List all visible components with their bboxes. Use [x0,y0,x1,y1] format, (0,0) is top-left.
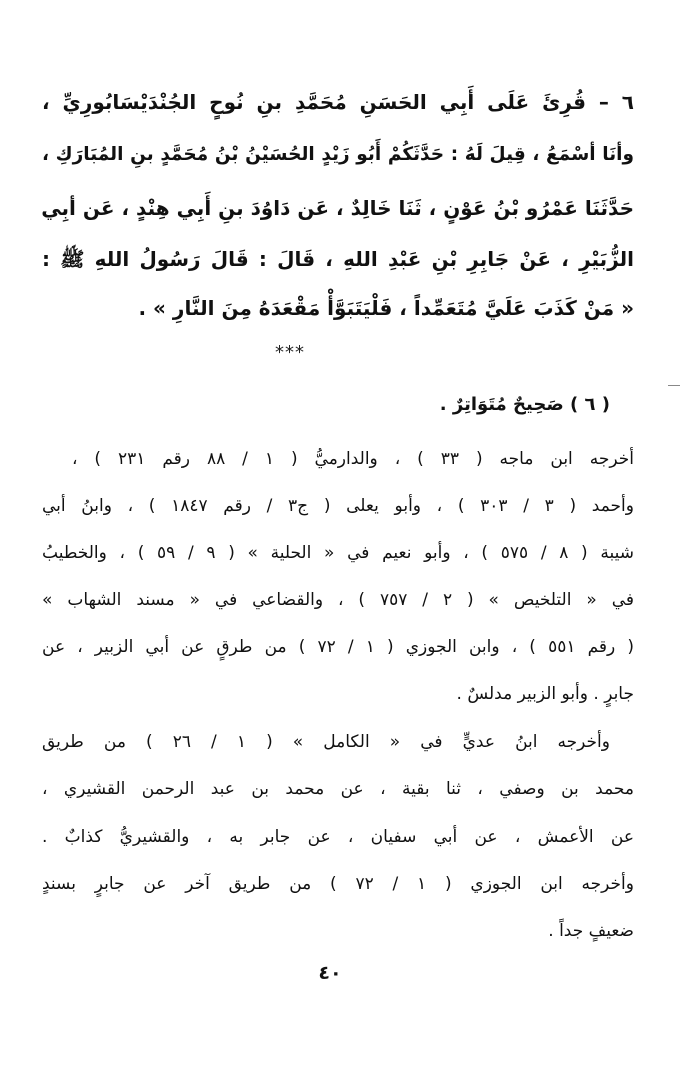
note-line: أخرجه ابن ماجه ( ٣٣ ) ، والدارميُّ ( ١ / ٨٨ رقم ٢٣١ ) ، [72,449,634,469]
hadith-line: حَدَّثَنَا عَمْرُو بْنُ عَوْنٍ ، ثَنَا خَالِدٌ ، عَن دَاوُدَ بنِ أَبِي هِنْدٍ ، عَن أبِي [41,196,634,220]
note-line: ضعيفٍ جداً . [548,921,634,941]
hadith-line: وأنَا أسْمَعُ ، قِيلَ لَهُ : حَدَّثَكُمْ أَبُو زَيْدٍ الحُسَيْنُ بْنُ مُحَمَّدٍ بنِ المُبَارَكِ ، [42,144,634,165]
hadith-grade: ( ٦ ) صَحِيحٌ مُتَوَاتِرٌ . [439,394,610,415]
scan-edge-mark [668,385,680,386]
note-line: وأحمد ( ٣ / ٣٠٣ ) ، وأبو يعلى ( ج٣ / رقم ١٨٤٧ ) ، وابنُ أبي [42,496,634,516]
note-line: ( رقم ٥٥١ ) ، وابن الجوزي ( ١ / ٧٢ ) من طرقٍ عن أبي الزبير ، عن [42,637,634,657]
note-line: محمد بن وصفي ، ثنا بقية ، عن محمد بن عبد الرحمن القشيري ، [42,779,634,799]
note-line: وأخرجه ابنُ عديٍّ في « الكامل » ( ١ / ٢٦ ) من طريق [42,732,610,752]
note-line: عن الأعمش ، عن أبي سفيان ، عن جابر به ، والقشيريُّ كذابٌ . [42,827,634,847]
note-line: شيبة ( ٨ / ٥٧٥ ) ، وأبو نعيم في « الحلية » ( ٩ / ٥٩ ) ، والخطيبُ [42,543,634,563]
note-line: في « التلخيص » ( ٢ / ٧٥٧ ) ، والقضاعي في « مسند الشهاب » [42,590,635,610]
note-line: وأخرجه ابن الجوزي ( ١ / ٧٢ ) من طريق آخر عن جابرٍ بسندٍ [42,874,634,894]
hadith-line: ٦ – قُرِئَ عَلَى أَبِي الحَسَنِ مُحَمَّدِ بنِ نُوحٍ الجُنْدَيْسَابُورِيِّ ، [42,90,634,114]
page-number: ٤٠ [318,962,342,984]
section-separator: *** [275,342,305,363]
note-line: جابرٍ . وأبو الزبير مدلسٌ . [456,684,634,704]
hadith-line: الزُّبَيْرِ ، عَنْ جَابِرِ بْنِ عَبْدِ اللهِ ، قَالَ : قَالَ رَسُولُ اللهِ ﷺ : [42,247,634,271]
hadith-line: « مَنْ كَذَبَ عَلَيَّ مُتَعَمِّداً ، فَلْيَتَبَوَّأْ مَقْعَدَهُ مِنَ النَّارِ » . [138,296,634,320]
